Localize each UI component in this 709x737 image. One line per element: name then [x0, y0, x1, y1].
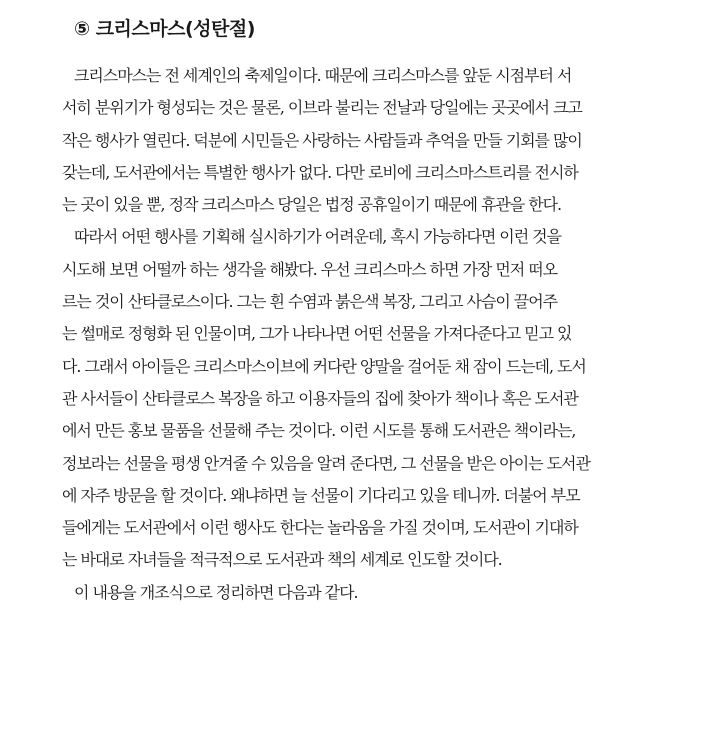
- paragraph-line: 관 사서들이 산타클로스 복장을 하고 이용자들의 집에 찾아가 책이나 혹은 도서관: [62, 388, 578, 408]
- paragraph-line: 이 내용을 개조식으로 정리하면 다음과 같다.: [74, 582, 358, 602]
- paragraph-line: 시도해 보면 어떨까 하는 생각을 해봤다. 우선 크리스마스 하면 가장 먼저 떠오: [62, 259, 558, 279]
- paragraph-line: 들에게는 도서관에서 이런 행사도 한다는 놀라움을 가질 것이며, 도서관이 기대하: [62, 518, 578, 538]
- paragraph-line: 작은 행사가 열린다. 덕분에 시민들은 사랑하는 사람들과 추억을 만들 기회를 많이: [62, 130, 582, 150]
- body-text: [62, 60, 662, 609]
- paragraph-line: 정보라는 선물을 평생 안겨줄 수 있음을 알려 준다면, 그 선물을 받은 아이는 도서관: [62, 453, 590, 473]
- paragraph-line: 서히 분위기가 형성되는 것은 물론, 이브라 불리는 전날과 당일에는 곳곳에서 크고: [62, 98, 582, 118]
- paragraph-line: 는 썰매로 정형화 된 인물이며, 그가 나타나면 어떤 선물을 가져다준다고 믿고 있: [62, 324, 572, 344]
- paragraph-line: 따라서 어떤 행사를 기획해 실시하기가 어려운데, 혹시 가능하다면 이런 것을: [74, 227, 561, 247]
- paragraph-line: 갖는데, 도서관에서는 특별한 행사가 없다. 다만 로비에 크리스마스트리를 전시하: [62, 162, 578, 182]
- paragraph-line: 다. 그래서 아이들은 크리스마스이브에 커다란 양말을 걸어둔 채 잠이 드는데, 도서: [62, 356, 586, 376]
- paragraph-line: 르는 것이 산타클로스이다. 그는 흰 수염과 붉은색 복장, 그리고 사슴이 끌어주: [62, 292, 558, 312]
- paragraph-line: 에서 만든 홍보 물품을 선물해 주는 것이다. 이런 시도를 통해 도서관은 책이라는,: [62, 421, 576, 441]
- paragraph-line: 에 자주 방문을 할 것이다. 왜냐하면 늘 선물이 기다리고 있을 테니까. 더불어 부모: [62, 485, 580, 505]
- paragraph-line: 는 곳이 있을 뿐, 정작 크리스마스 당일은 법정 공휴일이기 때문에 휴관을 한다.: [62, 195, 562, 215]
- paragraph-line: 는 바대로 자녀들을 적극적으로 도서관과 책의 세계로 인도할 것이다.: [62, 550, 502, 570]
- section-heading: ⑤ 크리스마스(성탄절): [74, 18, 255, 40]
- paragraph-line: 크리스마스는 전 세계인의 축제일이다. 때문에 크리스마스를 앞둔 시점부터 서: [74, 66, 572, 85]
